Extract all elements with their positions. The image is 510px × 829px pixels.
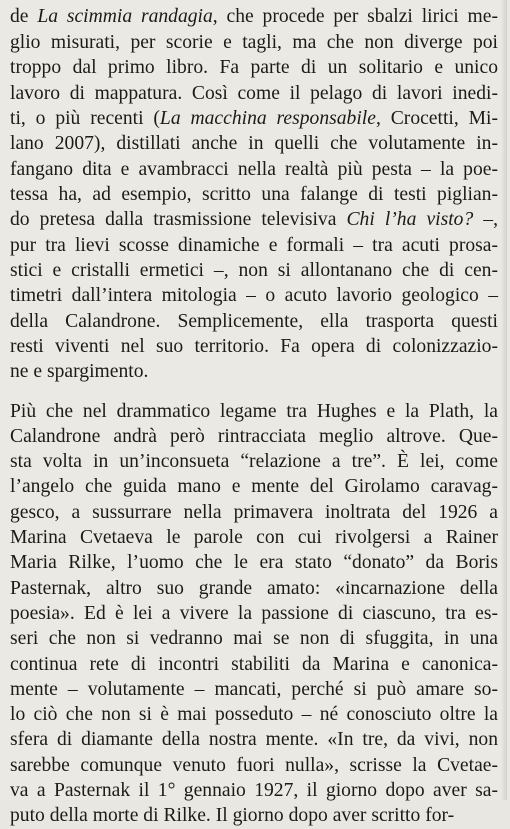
- text-run: , Crocetti, Mi-: [375, 108, 498, 129]
- text-run: de: [10, 6, 38, 27]
- text-line: [10, 576, 498, 602]
- text-line: [10, 233, 498, 259]
- text-line: [10, 652, 498, 678]
- text-run: gesco, a sussurrare nella primavera inoltrata del 1926 a: [10, 502, 498, 523]
- text-line: [10, 753, 498, 779]
- text-line: [10, 131, 498, 157]
- text-run: troppo dal primo libro. Fa parte di un solitario e unico: [10, 57, 498, 78]
- text-line: [10, 500, 498, 526]
- text-run: continua rete di incontri stabiliti da Marina e canonica-: [10, 654, 498, 675]
- text-run: seri che non si vedranno mai se non di sfuggita, in una: [10, 628, 498, 649]
- text-run: glio misurati, per scorie e tagli, ma che non diverge poi: [10, 32, 498, 53]
- text-line: [10, 283, 498, 309]
- text-run: lavoro di mappatura. Così come il pelago di lavori inedi-: [10, 83, 498, 104]
- italic-title: La macchina responsabile: [159, 108, 376, 129]
- text-run: Pasternak, altro suo grande amato: «incarnazione della: [10, 578, 498, 599]
- text-line: [10, 778, 498, 804]
- text-line: [10, 30, 498, 56]
- text-line: [10, 803, 454, 829]
- text-run: puto della morte di Rilke. Il giorno dopo aver scritto for-: [10, 805, 455, 826]
- text-run: Più che nel drammatico legame tra Hughes e la Plath, la: [10, 401, 498, 422]
- text-run: lo ciò che non si è mai posseduto – né conosciuto oltre la: [10, 704, 498, 725]
- text-line: [10, 727, 498, 753]
- italic-title: Chi l’ha visto?: [346, 209, 474, 230]
- text-line: [10, 449, 498, 475]
- text-line: [10, 4, 498, 30]
- text-line: [10, 550, 498, 576]
- text-run: tessa ha, ad esempio, scritto una falange di testi piglian-: [10, 184, 498, 205]
- text-run: do pretesa dalla trasmissione televisiva: [10, 209, 347, 230]
- text-line: [10, 474, 498, 500]
- text-line: [10, 207, 498, 233]
- text-line: [10, 525, 498, 551]
- text-line: [10, 55, 498, 81]
- text-line: [10, 182, 498, 208]
- text-run: mente – volutamente – mancati, perché si può amare so-: [10, 679, 498, 700]
- text-run: l’angelo che guida mano e mente del Girolamo caravag-: [10, 476, 498, 497]
- text-run: resti viventi nel suo territorio. Fa opera di colonizzazio-: [10, 336, 498, 357]
- text-line: [10, 258, 498, 284]
- text-run: poesia». Ed è lei a vivere la passione di ciascuno, tra es-: [10, 603, 498, 624]
- text-run: fangano dita e avambracci nella realtà più pesta – la poe-: [10, 159, 498, 180]
- text-run: –,: [473, 209, 498, 230]
- text-run: lano 2007), distillati anche in quelli che volutamente in-: [10, 133, 498, 154]
- text-line: [10, 702, 498, 728]
- text-run: timetri dall’intera mitologia – o acuto lavorio geologico –: [10, 285, 498, 306]
- text-run: va a Pasternak il 1° gennaio 1927, il giorno dopo aver sa-: [10, 780, 498, 801]
- text-line: [10, 157, 498, 183]
- text-line: [10, 334, 498, 360]
- text-line: [10, 359, 148, 385]
- text-line: [10, 399, 498, 425]
- text-run: sarebbe comunque venuto fuori nulla», scrisse la Cvetae-: [10, 755, 498, 776]
- text-run: Calandrone andrà però rintracciata meglio altrove. Que-: [10, 426, 498, 447]
- text-run: sta volta in un’inconsueta “relazione a tre”. È lei, come: [10, 451, 498, 472]
- italic-title: La scimmia randagia: [37, 6, 213, 27]
- text-line: [10, 106, 498, 132]
- text-run: ne e spargimento.: [10, 361, 149, 382]
- text-line: [10, 81, 498, 107]
- text-run: ti, o più recenti (: [10, 108, 160, 129]
- text-run: pur tra lievi scosse dinamiche e formali – tra acuti prosa-: [10, 235, 498, 256]
- text-run: Marina Cvetaeva le parole con cui rivolgersi a Rainer: [10, 527, 498, 548]
- text-line: [10, 677, 498, 703]
- text-run: , che procede per sbalzi lirici me-: [212, 6, 498, 27]
- page-edge-shadow: [501, 0, 507, 800]
- text-run: sfera di diamante della nostra mente. «In tre, da vivi, non: [10, 729, 498, 750]
- text-run: Maria Rilke, l’uomo che le era stato “donato” da Boris: [10, 552, 498, 573]
- text-run: della Calandrone. Semplicemente, ella trasporta questi: [10, 311, 498, 332]
- text-line: [10, 626, 498, 652]
- text-line: [10, 424, 498, 450]
- text-line: [10, 601, 498, 627]
- text-line: [10, 309, 498, 335]
- text-run: stici e cristalli ermetici –, non si allontanano che di cen-: [10, 260, 498, 281]
